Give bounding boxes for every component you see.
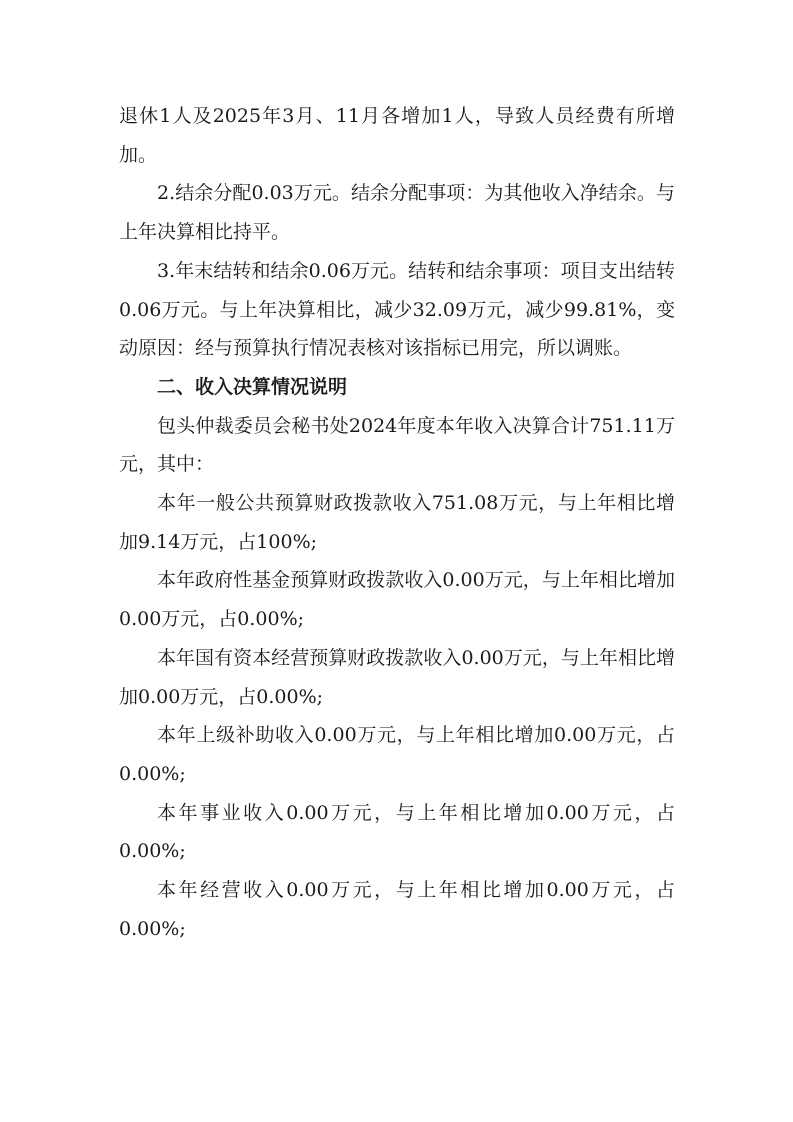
section-heading-income: 二、收入决算情况说明 <box>157 375 348 398</box>
document-body <box>119 97 675 948</box>
paragraph-government-fund-income: 本年政府性基金预算财政拨款收入0.00万元，与上年相比增加0.00万元，占0.00%; <box>119 569 675 631</box>
paragraph-state-capital-income: 本年国有资本经营预算财政拨款收入0.00万元，与上年相比增加0.00万元，占0.00%; <box>119 646 675 708</box>
paragraph-surplus-distribution: 2.结余分配0.03万元。结余分配事项：为其他收入净结余。与上年决算相比持平。 <box>119 182 675 244</box>
paragraph-superior-subsidy-income: 本年上级补助收入0.00万元，与上年相比增加0.00万元，占0.00%; <box>119 724 675 785</box>
paragraph-continuation: 退休1人及2025年3月、11月各增加1人，导致人员经费有所增加。 <box>119 105 675 166</box>
paragraph-business-income: 本年事业收入0.00万元，与上年相比增加0.00万元，占0.00%; <box>119 801 675 863</box>
paragraph-income-total: 包头仲裁委员会秘书处2024年度本年收入决算合计751.11万元，其中： <box>119 414 675 476</box>
paragraph-general-budget-income: 本年一般公共预算财政拨款收入751.08万元，与上年相比增加9.14万元，占100%; <box>119 492 675 553</box>
paragraph-operating-income: 本年经营收入0.00万元，与上年相比增加0.00万元，占0.00%; <box>119 879 675 940</box>
paragraph-year-end-carryover: 3.年末结转和结余0.06万元。结转和结余事项：项目支出结转0.06万元。与上年决算相比，减少32.09万元，减少99.81%，变动原因：经与预算执行情况表核对该指标已用完，所以调账。 <box>119 259 675 360</box>
